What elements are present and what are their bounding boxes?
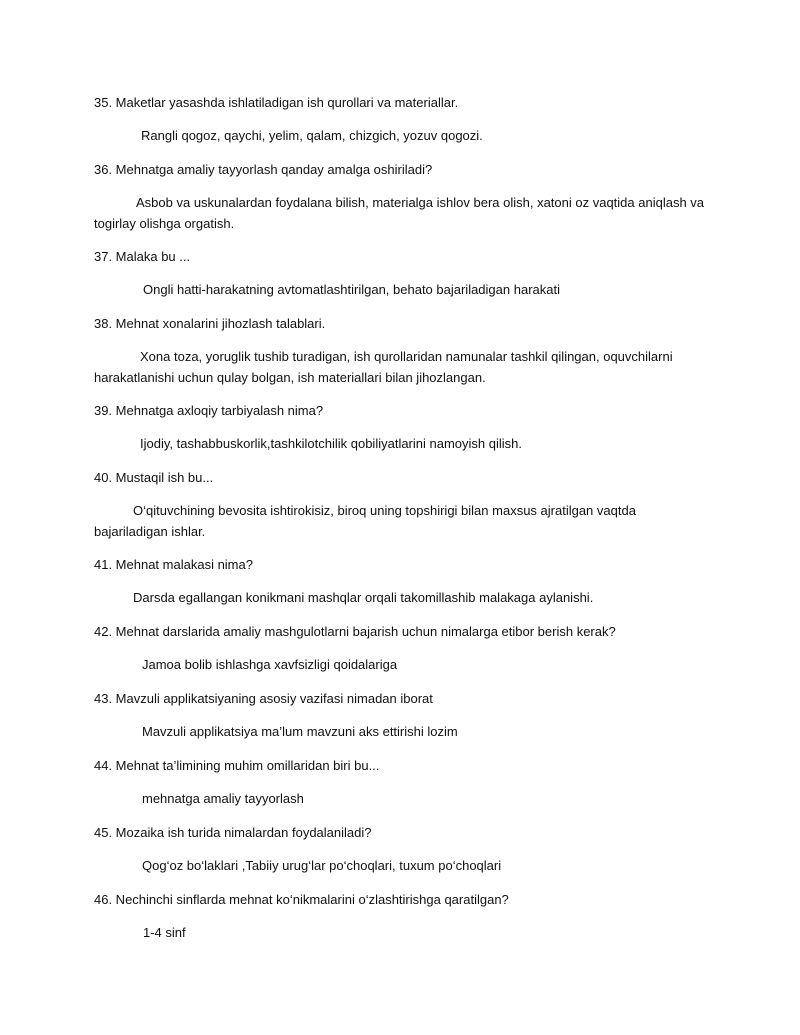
question-42: 42. Mehnat darslarida amaliy mashgulotlarni bajarish uchun nimalarga etibor berish kerak?: [94, 624, 616, 639]
answer-35: Rangli qogoz, qaychi, yelim, qalam, chizgich, yozuv qogozi.: [141, 128, 483, 143]
answer-37: Ongli hatti-harakatning avtomatlashtirilgan, behato bajariladigan harakati: [143, 282, 560, 297]
question-37: 37. Malaka bu ...: [94, 249, 191, 264]
question-44: 44. Mehnat ta’limining muhim omillaridan biri bu...: [94, 758, 380, 773]
answer-46: 1-4 sinf: [143, 925, 186, 940]
answer-38: Xona toza, yoruglik tushib turadigan, ish qurollaridan namunalar tashkil qilingan, oquvchilarni harakatlanishi uchun qulay bolgan, ish materiallari bilan jihozlangan.: [94, 349, 673, 385]
question-36: 36. Mehnatga amaliy tayyorlash qanday amalga oshiriladi?: [94, 162, 433, 177]
question-46: 46. Nechinchi sinflarda mehnat ko‘nikmalarini o‘zlashtirishga qaratilgan?: [94, 892, 509, 907]
answer-39: Ijodiy, tashabbuskorlik,tashkilotchilik qobiliyatlarini namoyish qilish.: [140, 436, 522, 451]
question-39: 39. Mehnatga axloqiy tarbiyalash nima?: [94, 403, 324, 418]
question-35: 35. Maketlar yasashda ishlatiladigan ish qurollari va materiallar.: [94, 95, 459, 110]
question-38: 38. Mehnat xonalarini jihozlash talablari.: [94, 316, 326, 331]
answer-42: Jamoa bolib ishlashga xavfsizligi qoidalariga: [142, 657, 398, 672]
question-45: 45. Mozaika ish turida nimalardan foydalaniladi?: [94, 825, 372, 840]
answer-45: Qog‘oz bo‘laklari ,Tabiiy urug‘lar po‘choqlari, tuxum po‘choqlari: [142, 858, 502, 873]
answer-40: O‘qituvchining bevosita ishtirokisiz, biroq uning topshirigi bilan maxsus ajratilgan vaqtda bajariladigan ishlar.: [94, 503, 636, 539]
question-40: 40. Mustaqil ish bu...: [94, 470, 214, 485]
answer-43: Mavzuli applikatsiya ma’lum mavzuni aks ettirishi lozim: [142, 724, 458, 739]
answer-44: mehnatga amaliy tayyorlash: [142, 791, 304, 806]
question-41: 41. Mehnat malakasi nima?: [94, 557, 253, 572]
answer-36: Asbob va uskunalardan foydalana bilish, materialga ishlov bera olish, xatoni oz vaqtida aniqlash va togirlay olishga orgatish.: [94, 195, 705, 231]
answer-41: Darsda egallangan konikmani mashqlar orqali takomillashib malakaga aylanishi.: [133, 590, 594, 605]
question-43: 43. Mavzuli applikatsiyaning asosiy vazifasi nimadan iborat: [94, 691, 433, 706]
